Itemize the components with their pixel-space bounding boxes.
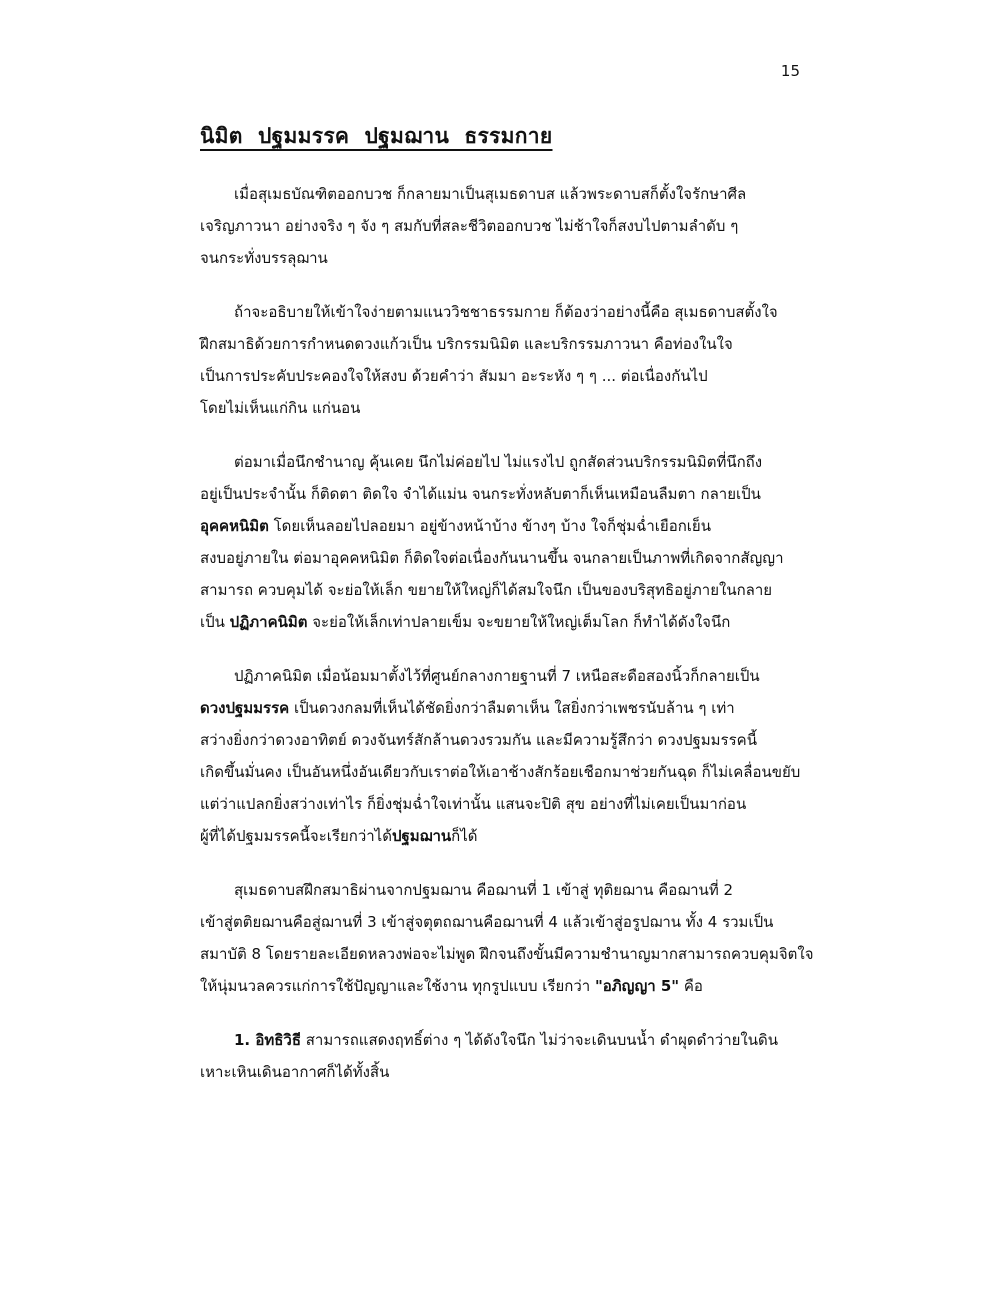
bold-term: ปฏิภาคนิมิต	[229, 613, 308, 631]
bold-term: อิทธิวิธี	[255, 1031, 301, 1049]
list-item	[200, 1024, 800, 1088]
text-line	[200, 360, 800, 392]
text-line	[200, 478, 800, 510]
text-run: ถ้าจะอธิบายให้เข้าใจง่ายตามแนววิชชาธรรมกาย ก็ต้องว่าอย่างนี้คือ สุเมธดาบสตั้งใจ	[234, 303, 778, 321]
bold-term: "อภิญญา 5"	[594, 977, 680, 995]
text-line	[200, 328, 800, 360]
text-run: คือ	[679, 977, 703, 995]
text-line	[200, 296, 800, 328]
text-line	[200, 178, 800, 210]
bold-term: ปฐมฌาน	[391, 827, 452, 845]
text-line	[200, 606, 800, 638]
text-line	[200, 788, 800, 820]
text-run: เข้าสู่ตติยฌานคือสู่ฌานที่ 3 เข้าสู่จตุตถฌานคือฌานที่ 4 แล้วเข้าสู่อรูปฌาน ทั้ง 4 รวมเป็น	[200, 913, 774, 931]
text-line	[200, 574, 800, 606]
paragraph	[200, 178, 800, 274]
text-line	[200, 906, 800, 938]
text-run: เกิดขึ้นมั่นคง เป็นอันหนึ่งอันเดียวกับเราต่อให้เอาช้างสักร้อยเชือกมาช่วยกันฉุด ก็ไม่เคลื่อนขยับ	[200, 763, 801, 781]
text-line	[200, 724, 800, 756]
text-run: สุเมธดาบสฝึกสมาธิผ่านจากปฐมฌาน คือฌานที่ 1 เข้าสู่ ทุติยฌาน คือฌานที่ 2	[234, 881, 734, 899]
text-run: สงบอยู่ภายใน ต่อมาอุคคหนิมิต ก็ติดใจต่อเนื่องกันนานขึ้น จนกลายเป็นภาพที่เกิดจากสัญญา	[200, 549, 784, 567]
bold-term: อุคคหนิมิต	[200, 517, 269, 535]
text-run: เจริญภาวนา อย่างจริง ๆ จัง ๆ สมกับที่สละชีวิตออกบวช ไม่ช้าใจก็สงบไปตามลำดับ ๆ	[200, 217, 739, 235]
text-run: สว่างยิ่งกว่าดวงอาทิตย์ ดวงจันทร์สักล้านดวงรวมกัน และมีความรู้สึกว่า ดวงปฐมมรรคนี้	[200, 731, 757, 749]
text-run: โดยเห็นลอยไปลอยมา อยู่ข้างหน้าบ้าง ข้างๆ บ้าง ใจก็ชุ่มฉ่ำเยือกเย็น	[268, 517, 711, 535]
text-line	[200, 1056, 800, 1088]
text-line	[200, 820, 800, 852]
text-run: ฝึกสมาธิด้วยการกำหนดดวงแก้วเป็น บริกรรมนิมิต และบริกรรมภาวนา คือท่องในใจ	[200, 335, 733, 353]
text-run: ผู้ที่ได้ปฐมมรรคนี้จะเรียกว่าได้	[200, 827, 392, 845]
text-run: โดยไม่เห็นแก่กิน แก่นอน	[200, 399, 361, 417]
text-line	[200, 542, 800, 574]
paragraph	[200, 874, 814, 1002]
document-body	[200, 178, 814, 1110]
text-line	[200, 692, 800, 724]
text-run: เป็นดวงกลมที่เห็นได้ชัดยิ่งกว่าลืมตาเห็น ใสยิ่งกว่าเพชรนับล้าน ๆ เท่า	[289, 699, 735, 717]
text-run: จนกระทั่งบรรลุฌาน	[200, 249, 328, 267]
text-line	[200, 756, 800, 788]
text-line	[200, 874, 800, 906]
text-line	[200, 392, 800, 424]
list-number: 1.	[234, 1031, 256, 1049]
text-run: ให้นุ่มนวลควรแก่การใช้ปัญญาและใช้งาน ทุกรูปแบบ เรียกว่า	[200, 977, 595, 995]
text-line	[200, 446, 800, 478]
text-line	[200, 1024, 800, 1056]
text-run: สมาบัติ 8 โดยรายละเอียดหลวงพ่อจะไม่พูด ฝึกจนถึงขั้นมีความชำนาญมากสามารถควบคุมจิตใจ	[200, 945, 814, 963]
text-line	[200, 970, 800, 1002]
paragraph	[200, 446, 800, 638]
text-run: ต่อมาเมื่อนึกชำนาญ คุ้นเคย นึกไม่ค่อยไป ไม่แรงไป ถูกสัดส่วนบริกรรมนิมิตที่นึกถึง	[234, 453, 763, 471]
text-run: เป็นการประคับประคองใจให้สงบ ด้วยคำว่า สัมมา อะระหัง ๆ ๆ ... ต่อเนื่องกันไป	[200, 367, 708, 385]
text-run: แต่ว่าแปลกยิ่งสว่างเท่าไร ก็ยิ่งชุ่มฉ่ำใจเท่านั้น แสนจะปิติ สุข อย่างที่ไม่เคยเป็นมาก่อน	[200, 795, 747, 813]
page-number: 15	[780, 62, 800, 80]
paragraph	[200, 660, 800, 852]
page-title: นิมิต ปฐมมรรค ปฐมฌาน ธรรมกาย	[200, 124, 553, 148]
text-line	[200, 242, 800, 274]
text-line	[200, 510, 800, 542]
text-run: อยู่เป็นประจำนั้น ก็ติดตา ติดใจ จำได้แม่น จนกระทั่งหลับตาก็เห็นเหมือนลืมตา กลายเป็น	[200, 485, 761, 503]
paragraph	[200, 296, 800, 424]
text-run: จะย่อให้เล็กเท่าปลายเข็ม จะขยายให้ใหญ่เต็มโลก ก็ทำได้ดังใจนึก	[307, 613, 731, 631]
text-run: เหาะเหินเดินอากาศก็ได้ทั้งสิ้น	[200, 1063, 390, 1081]
text-run: สามารถ ควบคุมได้ จะย่อให้เล็ก ขยายให้ใหญ่ก็ได้สมใจนึก เป็นของบริสุทธิอยู่ภายในกลาย	[200, 581, 773, 599]
text-run: ก็ได้	[451, 827, 478, 845]
text-run: สามารถแสดงฤทธิ์ต่าง ๆ ได้ดังใจนึก ไม่ว่าจะเดินบนน้ำ ดำผุดดำว่ายในดิน	[301, 1031, 778, 1049]
text-run: ปฏิภาคนิมิต เมื่อน้อมมาตั้งไว้ที่ศูนย์กลางกายฐานที่ 7 เหนือสะดือสองนิ้วก็กลายเป็น	[234, 667, 760, 685]
bold-term: ดวงปฐมมรรค	[200, 699, 290, 717]
text-line	[200, 660, 800, 692]
text-run: เมื่อสุเมธบัณฑิตออกบวช ก็กลายมาเป็นสุเมธดาบส แล้วพระดาบสก็ตั้งใจรักษาศีล	[234, 185, 747, 203]
text-line	[200, 938, 814, 970]
text-run: เป็น	[200, 613, 230, 631]
text-line	[200, 210, 800, 242]
